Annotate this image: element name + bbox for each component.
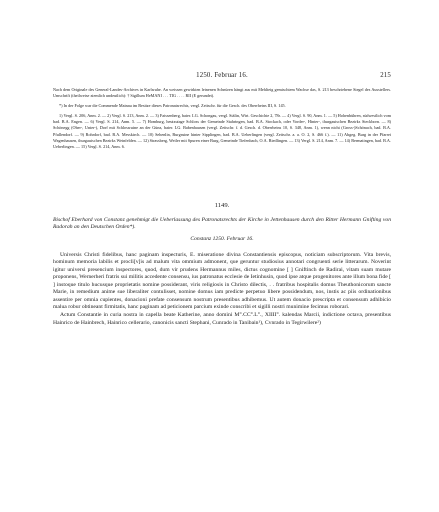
charter-paragraph: Universis Christi fidelibus, hanc paginam inspecturis, E. miseratione divina Constantiensis episcopus, noticiam subscriptorum. Vita brevis, hominum memoria labilis et procli[v]is ad malum vita ommium admonent, que geruntur studiosius annotari congruenti serie litterarum. Noverint igitur universi presencium inspectores, quod, dum vir prudens Hermannus miles, dictus cognomine [ ] Gniftinch de Radirai, vitam suam mutare proponens, Wernerheri fratris sui militis accedente consensu, ius patronatus ecclesie de Ietinhusin, quod ipse atque progenitores ante illum bona fide [ ] instoque titulo hucusque proprietatis nomine possiderant, viris religiosis in Christo dilectis, . . fratribus hospitalis domus Theuthonicorum sancte Marie, in remedium anime sue liberaliter contulisset, nomine domus iam predicte perpetuo libere possidendum, nos, instis ac piis ordinationibus assentire per omnia cupientes, donacioni prefate consensum nostrum presentibus adhibemus. Ut autem donacio prescripta et consensum adhibicio malua robur obtineant firmitatis, hanc paginam ad peticionem parcium exinde conscribi et sigilli nostri munimine fecimus roborari.: [53, 251, 391, 311]
regest-summary: Bischof Eberhard von Constanz genehmigt die Ueberlassung des Patronatsrechts der Kirche in Jettenhausen durch den Ritter Hermann Gnifting von Radorah an den Deutschen Orden*).: [53, 216, 391, 231]
dateline: Constanz 1250. Februar 16.: [190, 235, 254, 242]
numbered-footnotes: 1) Vergl. S. 206, Anm. 2. — 2) Vergl. S. 213, Anm. 2. — 3) Faissenberg, baier. LG. Schongau, vergl. Stälin, Wirt. Geschichte 2, 78r. — 4) Vergl. S. 90, Anm. 1. — 5) Hohenbühren, südwestlich vom bad. B.A. Engen. — 6) Vergl. S. 214, Anm. 5. — 7) Homburg, heutzutage Schloss der Gemeinde Stahringen, bad. B.A. Stockach, oder Vorder-, Hinter-, thurgauischen Bezirks Steckborn. — 8) Schönegg (Ober-, Unter-), Dorf mit Schlossruine an der Günz, baier. LG. Babenhausen (vergl. Zeitschr. f. d. Gesch. d. Oberrheins 10, S. 348, Anm. 1), wenn nicht (Gross-)Schönach, bad. B.A. Pfullendorf. — 9) Rohrdorf, bad. B.A. Messkirch. — 10) Sehenlin, Burgruine hinter Sipplingen, bad. B.A. Ueberlingen (vergl. Zeitschr. a. a. O. 2, S. 466 f.). — 11) Abgeg. Burg in der Pfarrei Wagenhausen, thurgauischen Bezirks Weinfelden. — 12) Strassberg, Weiler mit Spuren einer Burg, Gemeinde Tiefenbach, O.A. Riedlingen. — 13) Vergl. S. 214, Anm. 7. — 14) Bermatingen, bad. B.A. Ueberlingen. — 15) Vergl. S. 214, Anm. 6.: [53, 113, 391, 149]
document-number: 1149.: [214, 201, 230, 209]
source-note: Nach dem Originale des General-Landes-Archives in Karlsruhe. An weissen gewirkten leinenen Schnüren hängt aus mit Mehlteig gemischtem Wachse das, S. 213 beschriebene Siegel des Ausstellers. Umschrift (theilweise ziemlich undeutlich): † Sigillum HeMANI . . . TIG . . . . RII (E gerundet).: [53, 87, 391, 99]
running-head: [53, 72, 391, 82]
charter-text: [53, 252, 391, 327]
editorial-note: *) In der Folge war die Commende Mainau im Besitze dieses Patronatsrechts, vergl. Zeitschr. für die Gesch. des Oberrheins III, S. 145.: [59, 103, 286, 109]
running-head-date: 1250. Februar 16.: [196, 72, 248, 79]
footnotes-block: [53, 87, 391, 150]
page-number: 215: [380, 72, 391, 79]
charter-paragraph: Actum Constantie in curia nostra in capella beate Katherine, anno domini M°.CC°.L°., XIIII°. kalendas Marcii, indictione octava, presentibus Hainrico de Hainbrech, Hainrico cellerario, canonicis sancti Stephani, Cunrado in Tanibain¹), Cvnrado in Tegirwilere²): [53, 312, 391, 326]
